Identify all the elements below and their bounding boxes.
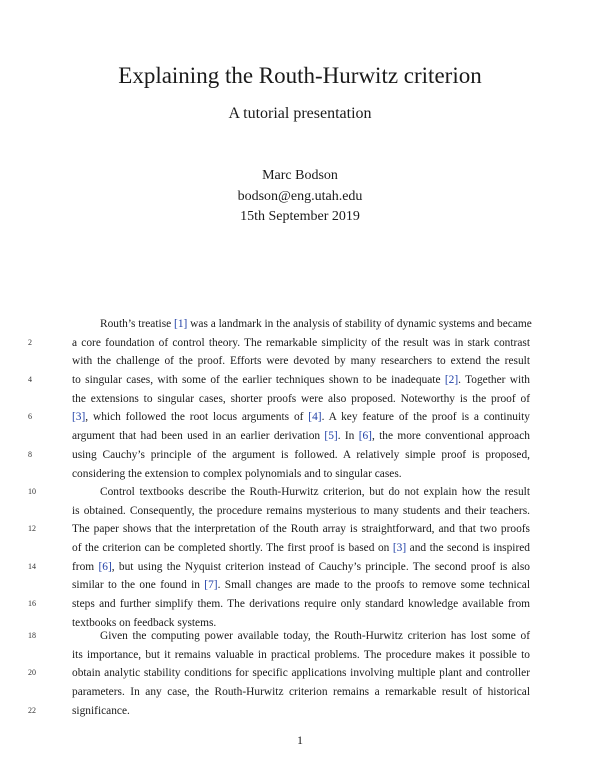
text-run: its importance, but it remains valuable in practical problems. The procedure makes it possible to: [72, 648, 530, 661]
text-line: [28, 483, 530, 502]
text-line: [28, 408, 530, 427]
citation-link[interactable]: [7]: [204, 579, 218, 592]
text-line: [72, 315, 530, 334]
paper-title: Explaining the Routh-Hurwitz criterion: [118, 63, 482, 88]
text-run: , but using the Nyquist criterion instead of Cauchy’s principle. The second proof is also: [111, 560, 530, 573]
line-number: 12: [28, 524, 36, 534]
text-line: [28, 702, 530, 721]
author-email: bodson@eng.utah.edu: [237, 188, 363, 204]
author-block: [0, 166, 600, 228]
text-line: [28, 371, 530, 390]
text-run: Routh’s treatise: [100, 318, 175, 330]
line-number: 8: [28, 449, 32, 459]
line-number: 16: [28, 599, 36, 609]
text-run: argument that had been used in an earlier derivation: [72, 430, 325, 443]
text-run: is obtained. Consequently, the procedure remains mysterious to many students and their teachers.: [72, 504, 530, 517]
text-run: The paper shows that the interpretation of the Routh array is straightforward, and that two proofs: [72, 523, 530, 536]
text-line: [72, 539, 530, 558]
text-run: the extensions to singular cases, shorter proofs were also proposed. Noteworthy is the proof of: [72, 392, 530, 405]
citation-link[interactable]: [6]: [358, 430, 372, 443]
text-line: [72, 502, 530, 521]
page-number: 1: [297, 733, 303, 747]
line-number: 4: [28, 375, 32, 385]
paragraph-intro: [28, 315, 532, 483]
text-run: of the criterion can be completed shortly. The first proof is based on: [72, 542, 393, 555]
text-run: obtain analytic stability conditions for specific applications involving multiple plant and controller: [72, 667, 530, 680]
text-line: [72, 683, 530, 702]
text-run: to singular cases, with some of the earlier techniques shown to be inadequate: [72, 374, 445, 387]
text-run: . Together with: [458, 374, 530, 387]
text-line: [28, 558, 530, 577]
text-run: , the more conventional approach: [371, 430, 530, 443]
text-run: steps and further simplify them. The derivations require only standard knowledge available from: [72, 598, 530, 611]
citation-link[interactable]: [1]: [174, 318, 188, 330]
line-number: 14: [28, 561, 36, 571]
text-line: [72, 427, 530, 446]
text-run: Given the computing power available today, the Routh-Hurwitz criterion has lost some of: [100, 630, 530, 642]
paragraph-textbooks: [28, 483, 531, 633]
text-line: [28, 664, 530, 683]
text-run: parameters. In any case, the Routh-Hurwitz criterion remains a remarkable result of historical: [72, 686, 530, 699]
text-line: [28, 627, 530, 646]
text-run: and the second is inspired: [406, 542, 531, 555]
line-number: 22: [28, 705, 36, 715]
text-run: . Small changes are made to the proofs to remove some technical: [217, 579, 530, 592]
text-run: from: [72, 560, 99, 573]
paper-date: 15th September 2019: [240, 209, 360, 224]
text-line: [28, 446, 530, 465]
text-run: was a landmark in the analysis of stability of dynamic systems and became: [187, 318, 532, 330]
text-line: [72, 465, 530, 484]
text-run: considering the extension to complex polynomials and to singular cases.: [72, 467, 402, 480]
line-number: 10: [28, 487, 36, 496]
paper-subtitle: A tutorial presentation: [228, 105, 372, 122]
citation-link[interactable]: [5]: [324, 430, 338, 443]
text-run: significance.: [72, 704, 130, 717]
text-run: . In: [337, 430, 359, 443]
text-line: [72, 576, 530, 595]
line-number: 18: [28, 631, 36, 640]
citation-link[interactable]: [4]: [308, 411, 322, 424]
text-run: using Cauchy’s principle of the argument is followed. A relatively simple proof is proposed,: [72, 448, 530, 461]
text-run: . A key feature of the proof is a continuity: [321, 411, 530, 424]
text-line: [28, 520, 530, 539]
text-line: [72, 646, 530, 665]
text-run: Control textbooks describe the Routh-Hurwitz criterion, but do not explain how the result: [100, 486, 530, 498]
paragraph-computing-power: [28, 627, 530, 720]
citation-link[interactable]: [2]: [444, 374, 459, 387]
text-run: similar to the one found in: [72, 579, 205, 592]
text-line: [28, 595, 530, 614]
text-line: [72, 390, 530, 409]
citation-link[interactable]: [6]: [98, 560, 112, 573]
text-run: textbooks on feedback systems.: [72, 616, 217, 629]
citation-link[interactable]: [3]: [72, 411, 86, 424]
text-run: , which followed the root locus arguments of: [85, 411, 309, 424]
text-line: [28, 334, 530, 353]
line-number: 2: [28, 337, 32, 347]
author-name: Marc Bodson: [262, 168, 338, 183]
text-line: [72, 352, 530, 371]
citation-link[interactable]: [3]: [392, 542, 407, 555]
text-run: a core foundation of control theory. The remarkable simplicity of the result was in stark contrast: [72, 336, 530, 349]
line-number: 6: [28, 412, 32, 422]
text-run: with the challenge of the proof. Efforts were devoted by many researchers to extend the result: [72, 355, 530, 368]
line-number: 20: [28, 668, 36, 678]
